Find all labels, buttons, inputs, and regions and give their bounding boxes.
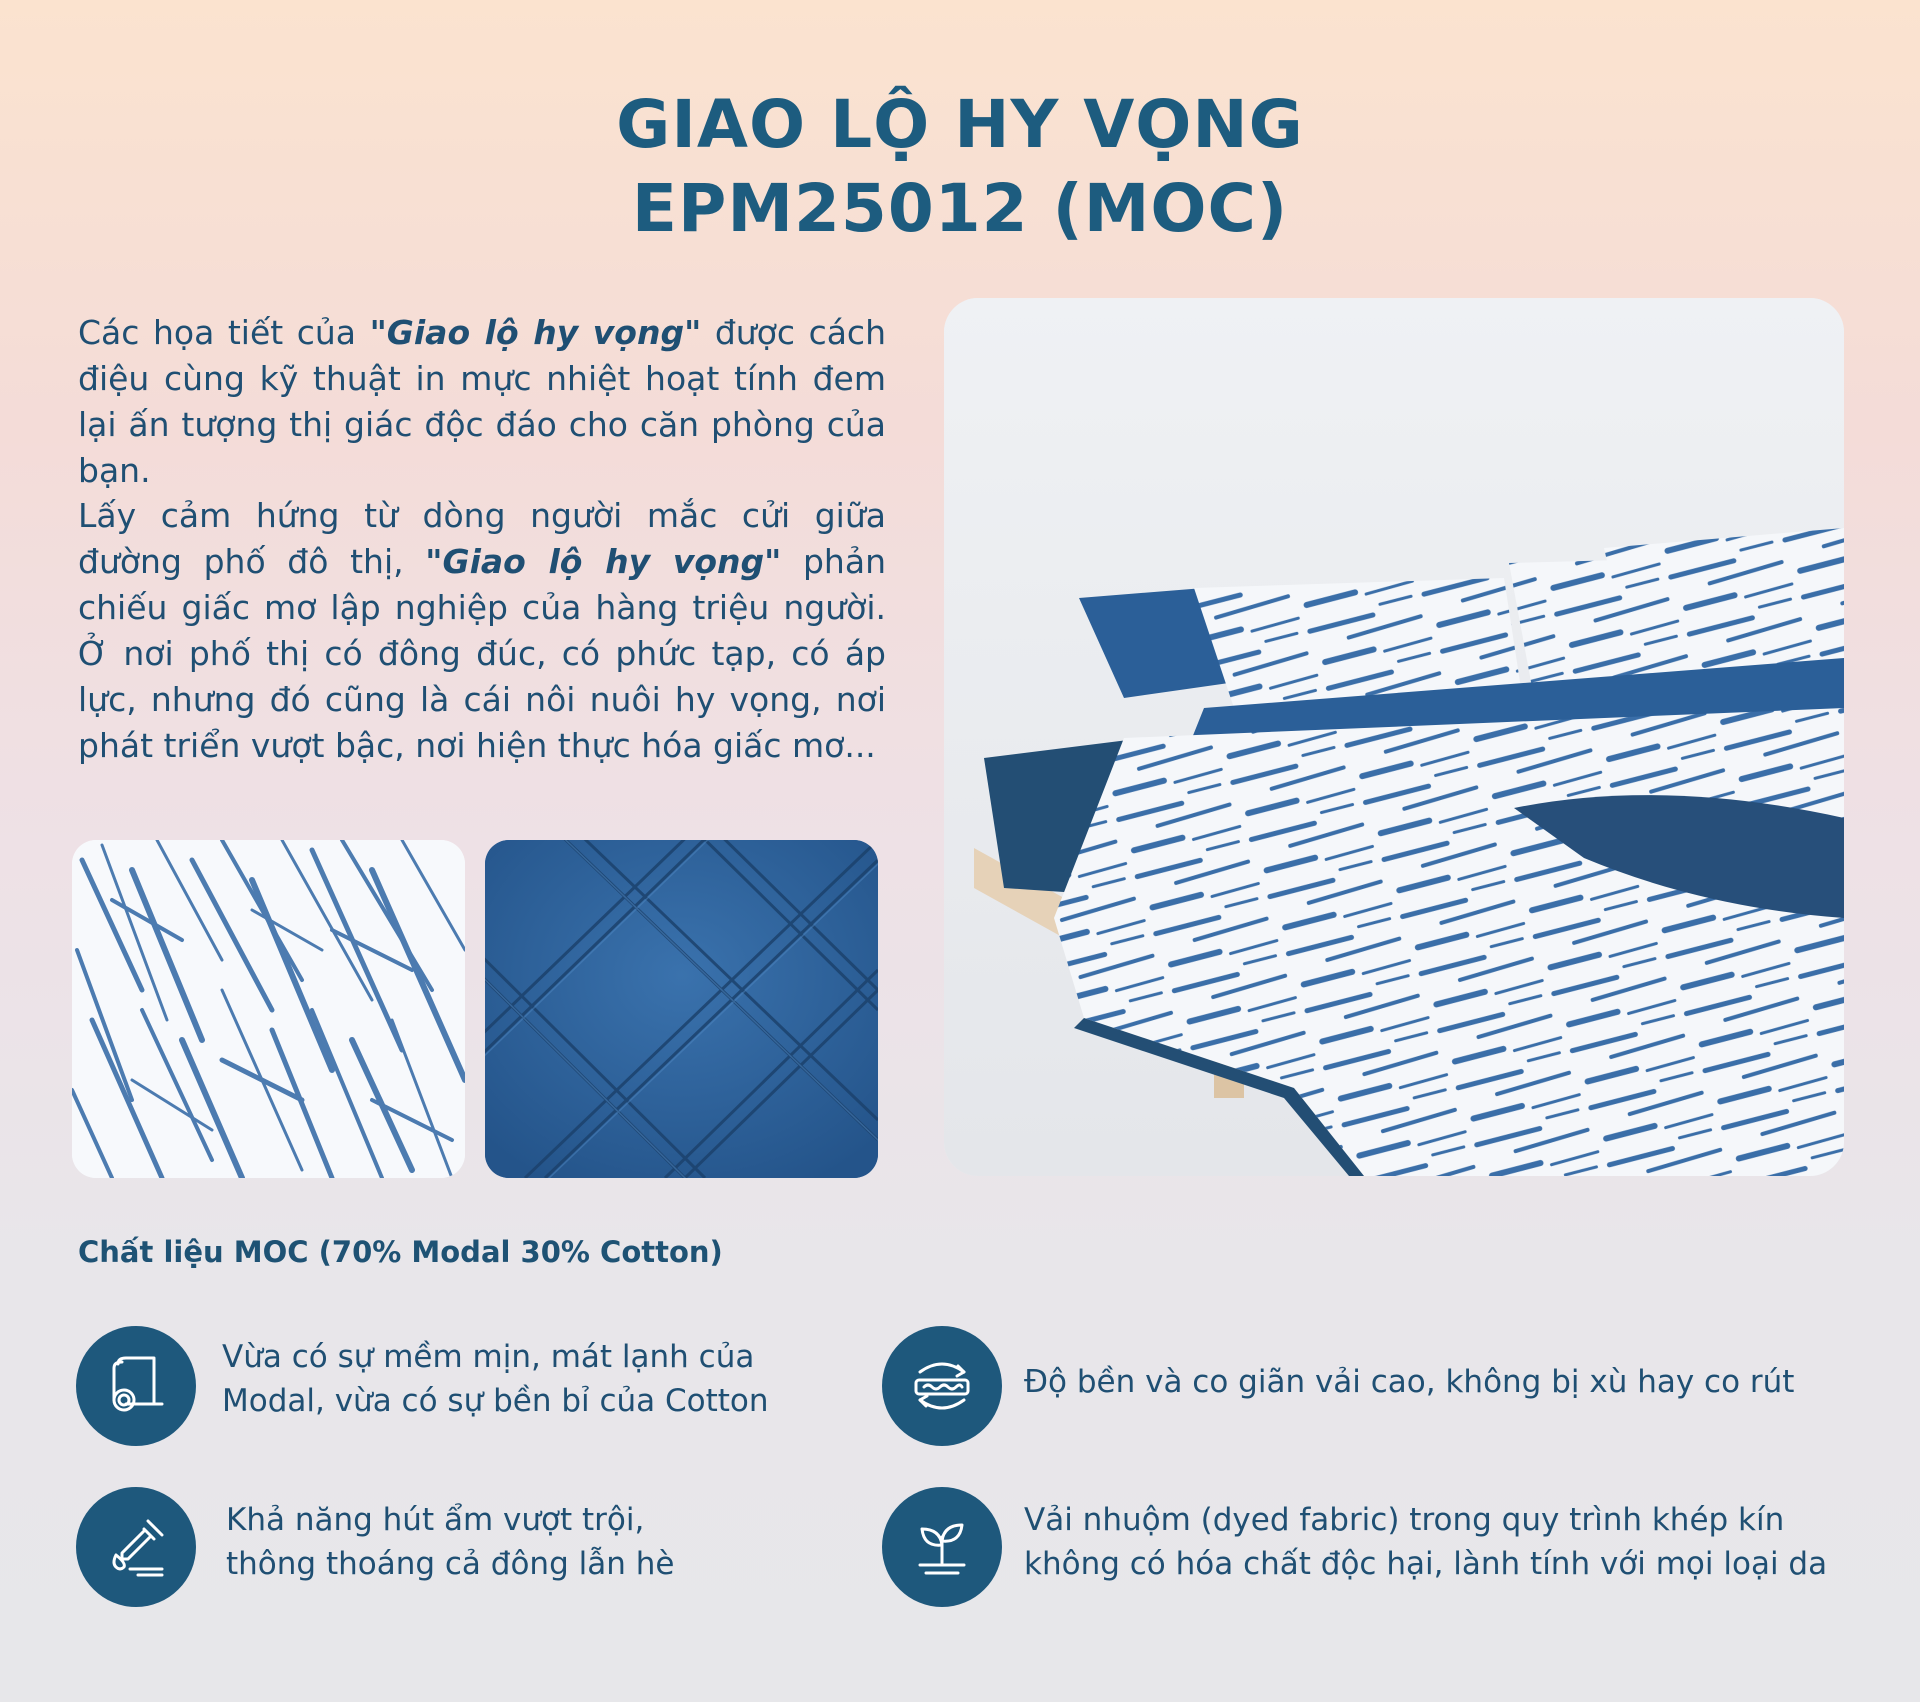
print-fabric-swatch — [72, 840, 465, 1178]
feature-line: Vừa có sự mềm mịn, mát lạnh của — [222, 1339, 755, 1375]
bedding-hero-image — [944, 298, 1844, 1176]
feature-line: Vải nhuộm (dyed fabric) trong quy trình khép kín — [1024, 1502, 1785, 1538]
feature-moisture — [226, 1498, 674, 1586]
intro-text: Các họa tiết của — [78, 313, 370, 352]
brushstroke-pattern — [72, 840, 465, 1178]
feature-line: không có hóa chất độc hại, lành tính với mọi loại da — [1024, 1546, 1828, 1582]
feature-eco-dye — [1024, 1498, 1827, 1586]
moisture-dropper-icon — [76, 1487, 196, 1607]
collection-name-emphasis: "Giao lộ hy vọng" — [425, 542, 782, 581]
feature-softness — [222, 1335, 769, 1423]
page-title: GIAO LỘ HY VỌNG — [616, 86, 1304, 163]
intro-text: được cách điệu cùng kỹ thuật in mực nhiệt hoạt tính đem lại ấn tượng thị giác độc đáo cho căn phòng của bạn. — [78, 313, 886, 490]
product-code: EPM25012 (MOC) — [631, 170, 1289, 247]
eco-leaf-icon — [882, 1487, 1002, 1607]
stretch-fabric-icon — [882, 1326, 1002, 1446]
quilt-diamond-pattern — [485, 840, 878, 1178]
feature-line: Độ bền và co giãn vải cao, không bị xù hay co rút — [1024, 1364, 1795, 1400]
material-title: Chất liệu MOC (70% Modal 30% Cotton) — [78, 1235, 723, 1269]
fabric-roll-icon — [76, 1326, 196, 1446]
intro-text: Lấy cảm hứng từ dòng người mắc cửi giữa đường phố đô thị, — [78, 496, 886, 581]
intro-text: phản chiếu giấc mơ lập nghiệp của hàng triệu người. Ở nơi phố thị có đông đúc, có phức tạp, có áp lực, nhưng đó cũng là cái nôi nuôi hy vọng, nơi phát triển vượt bậc, nơi hiện thực hóa giấc mơ... — [78, 542, 886, 765]
bed-illustration — [944, 298, 1844, 1176]
intro-paragraph-2 — [78, 493, 886, 769]
collection-name-emphasis: "Giao lộ hy vọng" — [369, 313, 702, 352]
feature-line: thông thoáng cả đông lẫn hè — [226, 1546, 675, 1582]
feature-line: Khả năng hút ẩm vượt trội, — [226, 1502, 645, 1538]
feature-line: Modal, vừa có sự bền bỉ của Cotton — [222, 1383, 769, 1419]
feature-durability — [1024, 1360, 1794, 1404]
quilted-fabric-swatch — [485, 840, 878, 1178]
intro-paragraph-1 — [78, 310, 886, 494]
